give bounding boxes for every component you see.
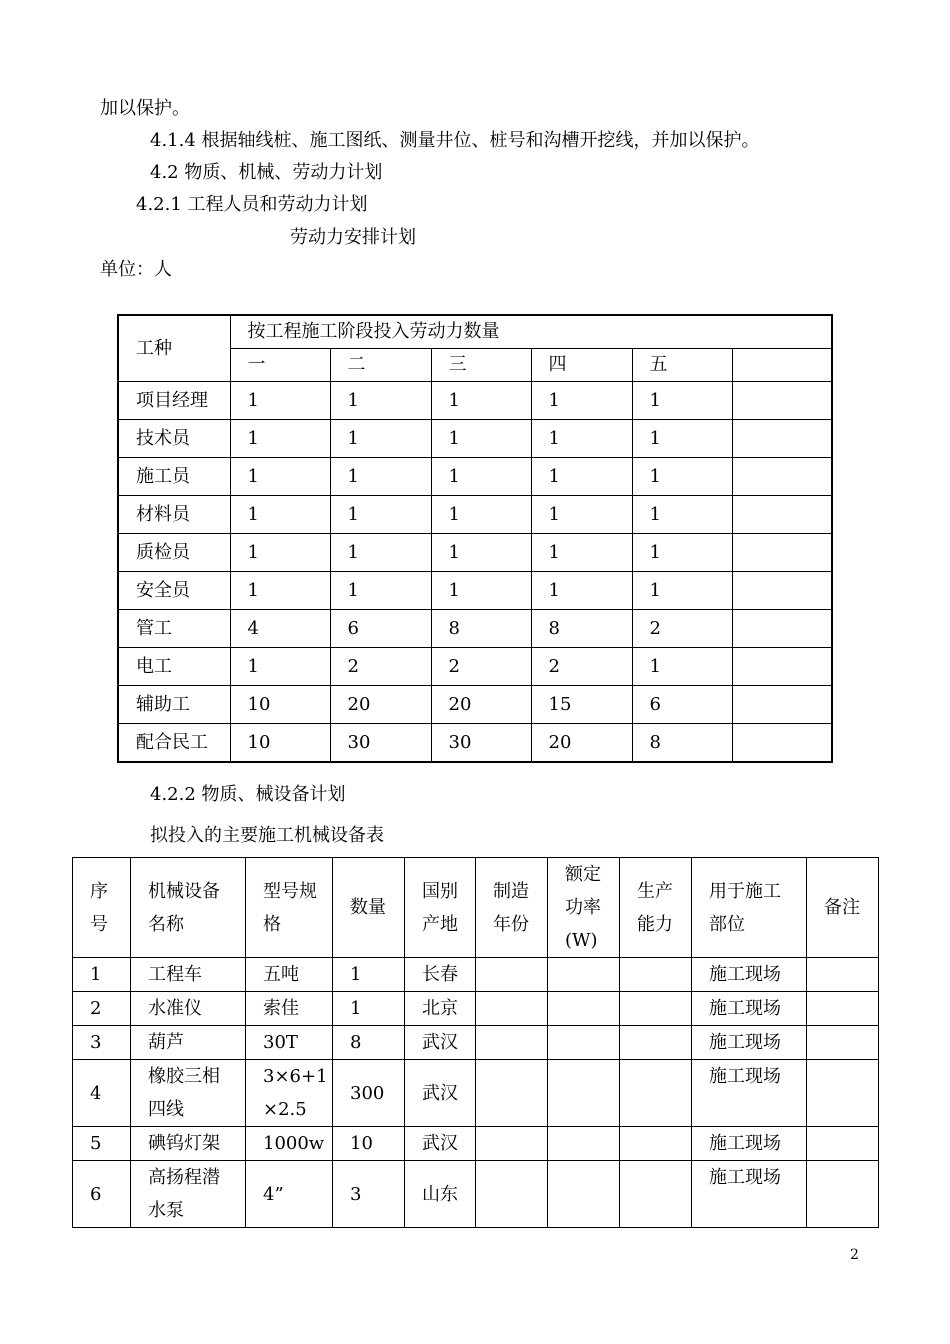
cell-power	[548, 958, 620, 992]
cell-value: 1	[531, 382, 632, 420]
cell-value: 1	[531, 458, 632, 496]
cell-value	[732, 382, 832, 420]
cell-value: 1	[632, 382, 732, 420]
cell-value: 1	[230, 420, 330, 458]
cell-value: 1	[431, 534, 531, 572]
cell-capacity	[620, 1026, 692, 1060]
cell-use: 施工现场	[692, 958, 807, 992]
table-row	[118, 382, 832, 420]
cell-value: 10	[230, 724, 330, 763]
cell-value: 1	[330, 572, 431, 610]
table-row	[118, 686, 832, 724]
cell-year	[476, 1060, 548, 1127]
cell-capacity	[620, 1161, 692, 1228]
paragraph-text: 4.1.4 根据轴线桩、施工图纸、测量井位、桩号和沟槽开挖线，并加以保护。	[150, 130, 760, 151]
cell-origin: 山东	[405, 1161, 476, 1228]
cell-name: 葫芦	[131, 1026, 246, 1060]
cell-value: 1	[330, 458, 431, 496]
paragraph-text: 加以保护。	[100, 98, 190, 119]
cell-model: 1000w	[246, 1127, 333, 1161]
cell-trade: 安全员	[118, 572, 230, 610]
cell-value: 2	[330, 648, 431, 686]
header-name: 机械设备 名称	[131, 858, 246, 958]
cell-capacity	[620, 1127, 692, 1161]
cell-value: 10	[230, 686, 330, 724]
table-row	[73, 1127, 879, 1161]
cell-no: 4	[73, 1060, 131, 1127]
cell-origin: 武汉	[405, 1060, 476, 1127]
cell-value: 1	[632, 534, 732, 572]
page-number: 2	[850, 1247, 859, 1263]
cell-no: 3	[73, 1026, 131, 1060]
cell-value: 1	[632, 572, 732, 610]
cell-qty: 3	[333, 1161, 405, 1228]
cell-value: 20	[531, 724, 632, 763]
cell-value: 1	[632, 496, 732, 534]
header-power: 额定 功率 (W)	[548, 858, 620, 958]
cell-value: 1	[531, 572, 632, 610]
cell-name: 工程车	[131, 958, 246, 992]
cell-power	[548, 1026, 620, 1060]
cell-year	[476, 958, 548, 992]
cell-use: 施工现场	[692, 1127, 807, 1161]
cell-model: 4”	[246, 1161, 333, 1228]
cell-qty: 1	[333, 958, 405, 992]
cell-trade: 电工	[118, 648, 230, 686]
subsection-heading: 4.2.1 工程人员和劳动力计划	[136, 194, 368, 215]
cell-value: 1	[431, 458, 531, 496]
cell-trade: 质检员	[118, 534, 230, 572]
cell-origin: 北京	[405, 992, 476, 1026]
header-no: 序 号	[73, 858, 131, 958]
table-row	[118, 496, 832, 534]
cell-power	[548, 1127, 620, 1161]
header-stage	[732, 349, 832, 382]
table-row	[118, 610, 832, 648]
cell-year	[476, 992, 548, 1026]
cell-value: 1	[230, 496, 330, 534]
header-origin: 国别 产地	[405, 858, 476, 958]
cell-use: 施工现场	[692, 992, 807, 1026]
table-header-row	[73, 858, 879, 958]
header-capacity: 生产 能力	[620, 858, 692, 958]
cell-value: 1	[431, 572, 531, 610]
cell-qty: 1	[333, 992, 405, 1026]
table-row	[73, 1026, 879, 1060]
header-stage: 四	[531, 349, 632, 382]
table-header-row	[118, 315, 832, 349]
cell-value: 6	[632, 686, 732, 724]
table-row	[73, 1161, 879, 1228]
cell-value	[732, 610, 832, 648]
cell-power	[548, 992, 620, 1026]
header-group: 按工程施工阶段投入劳动力数量	[230, 315, 832, 349]
cell-value: 8	[531, 610, 632, 648]
table-title: 劳动力安排计划	[290, 227, 416, 248]
cell-value: 1	[531, 534, 632, 572]
cell-value: 1	[531, 420, 632, 458]
table-row	[118, 724, 832, 763]
cell-power	[548, 1060, 620, 1127]
cell-model: 五吨	[246, 958, 333, 992]
cell-qty: 300	[333, 1060, 405, 1127]
cell-value: 1	[330, 382, 431, 420]
cell-value: 6	[330, 610, 431, 648]
header-year: 制造 年份	[476, 858, 548, 958]
cell-value: 30	[330, 724, 431, 763]
table-row	[118, 572, 832, 610]
cell-no: 5	[73, 1127, 131, 1161]
cell-trade: 项目经理	[118, 382, 230, 420]
cell-value: 1	[632, 458, 732, 496]
cell-value	[732, 572, 832, 610]
cell-no: 6	[73, 1161, 131, 1228]
table-row	[73, 958, 879, 992]
labor-plan-table	[117, 314, 833, 763]
header-model: 型号规 格	[246, 858, 333, 958]
section-heading: 4.2 物质、机械、劳动力计划	[150, 162, 383, 183]
cell-no: 1	[73, 958, 131, 992]
cell-origin: 武汉	[405, 1026, 476, 1060]
cell-trade: 施工员	[118, 458, 230, 496]
cell-value: 30	[431, 724, 531, 763]
cell-note	[807, 1060, 879, 1127]
cell-capacity	[620, 1060, 692, 1127]
cell-value: 1	[632, 420, 732, 458]
cell-origin: 长春	[405, 958, 476, 992]
cell-value: 1	[531, 496, 632, 534]
cell-value: 2	[632, 610, 732, 648]
cell-origin: 武汉	[405, 1127, 476, 1161]
cell-value: 1	[330, 534, 431, 572]
cell-value: 1	[230, 648, 330, 686]
cell-value: 1	[330, 420, 431, 458]
cell-note	[807, 992, 879, 1026]
cell-value	[732, 724, 832, 763]
cell-value: 1	[632, 648, 732, 686]
cell-value: 1	[230, 534, 330, 572]
cell-name: 水准仪	[131, 992, 246, 1026]
table-title: 拟投入的主要施工机械设备表	[150, 825, 384, 846]
cell-value: 8	[431, 610, 531, 648]
header-stage: 五	[632, 349, 732, 382]
cell-value: 1	[431, 382, 531, 420]
cell-trade: 材料员	[118, 496, 230, 534]
header-note: 备注	[807, 858, 879, 958]
cell-value: 1	[230, 382, 330, 420]
cell-value: 2	[431, 648, 531, 686]
cell-value: 1	[330, 496, 431, 534]
cell-note	[807, 1026, 879, 1060]
cell-value: 1	[230, 572, 330, 610]
table-row	[73, 1060, 879, 1127]
cell-model: 3×6+1 ×2.5	[246, 1060, 333, 1127]
cell-value	[732, 534, 832, 572]
cell-value: 1	[431, 496, 531, 534]
cell-model: 索佳	[246, 992, 333, 1026]
cell-value	[732, 686, 832, 724]
table-row	[118, 420, 832, 458]
equipment-table	[72, 857, 879, 1228]
table-row	[118, 534, 832, 572]
cell-value: 8	[632, 724, 732, 763]
cell-value	[732, 458, 832, 496]
cell-value: 1	[230, 458, 330, 496]
subsection-heading: 4.2.2 物质、械设备计划	[150, 784, 346, 805]
header-stage: 一	[230, 349, 330, 382]
cell-use: 施工现场	[692, 1060, 807, 1127]
cell-qty: 8	[333, 1026, 405, 1060]
cell-value: 20	[330, 686, 431, 724]
cell-trade: 辅助工	[118, 686, 230, 724]
cell-value: 20	[431, 686, 531, 724]
cell-note	[807, 1127, 879, 1161]
unit-label: 单位：人	[100, 259, 172, 280]
cell-name: 橡胶三相 四线	[131, 1060, 246, 1127]
cell-use: 施工现场	[692, 1161, 807, 1228]
table-row	[73, 992, 879, 1026]
cell-qty: 10	[333, 1127, 405, 1161]
header-stage: 三	[431, 349, 531, 382]
header-stage: 二	[330, 349, 431, 382]
header-use: 用于施工 部位	[692, 858, 807, 958]
cell-value: 1	[431, 420, 531, 458]
header-trade: 工种	[118, 315, 230, 382]
cell-note	[807, 1161, 879, 1228]
cell-name: 高扬程潜 水泵	[131, 1161, 246, 1228]
cell-value: 15	[531, 686, 632, 724]
cell-trade: 技术员	[118, 420, 230, 458]
cell-trade: 管工	[118, 610, 230, 648]
cell-value: 2	[531, 648, 632, 686]
cell-year	[476, 1161, 548, 1228]
cell-capacity	[620, 958, 692, 992]
cell-value	[732, 496, 832, 534]
cell-note	[807, 958, 879, 992]
cell-year	[476, 1026, 548, 1060]
cell-value	[732, 420, 832, 458]
cell-value	[732, 648, 832, 686]
cell-year	[476, 1127, 548, 1161]
cell-use: 施工现场	[692, 1026, 807, 1060]
cell-model: 30T	[246, 1026, 333, 1060]
cell-power	[548, 1161, 620, 1228]
cell-value: 4	[230, 610, 330, 648]
cell-capacity	[620, 992, 692, 1026]
header-qty: 数量	[333, 858, 405, 958]
cell-no: 2	[73, 992, 131, 1026]
cell-trade: 配合民工	[118, 724, 230, 763]
cell-name: 碘钨灯架	[131, 1127, 246, 1161]
table-row	[118, 648, 832, 686]
table-row	[118, 458, 832, 496]
